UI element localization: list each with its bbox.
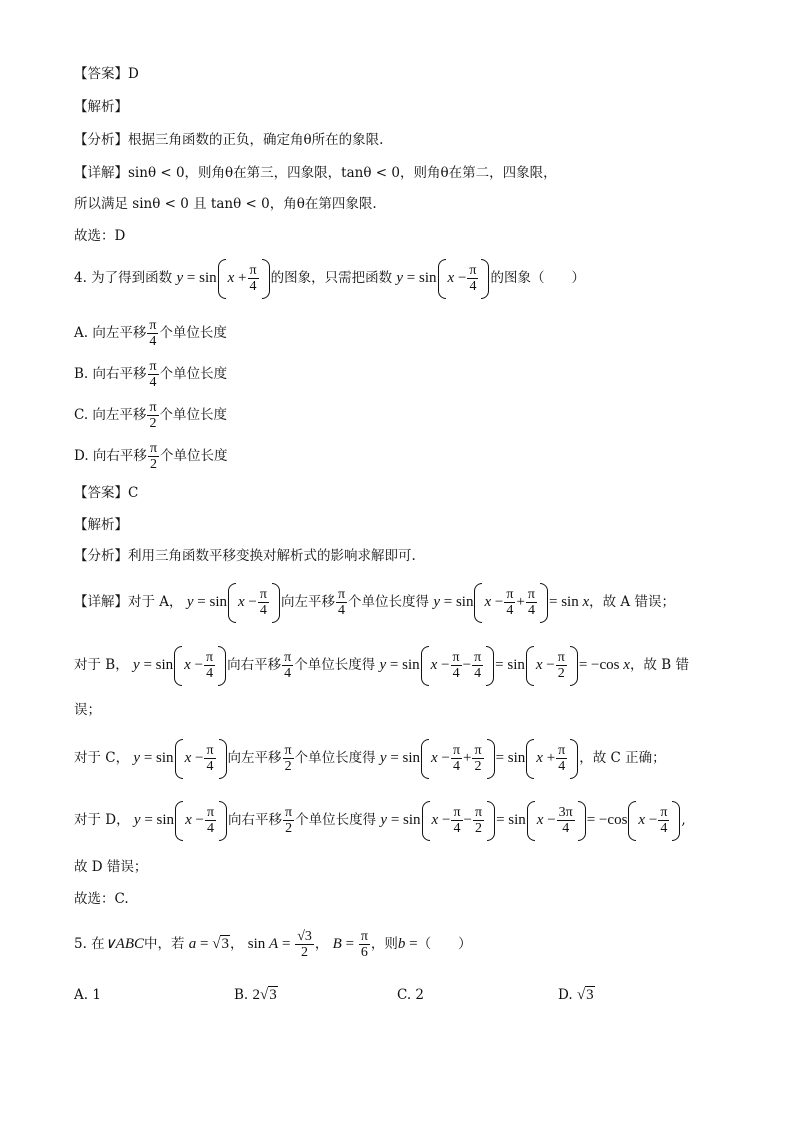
question-5-stem: 5. 在∨ABC中，若 a = √3， sin A = $\frac{√3}{2}$ ， B = $\frac{\pi}{6}$ ，则b =（ ） (74, 929, 472, 960)
q5-option-b: B. 2√3 (234, 987, 277, 1003)
detail-b: 对于 B， y = sin x − $\frac{\pi}{4}$ 向右平移 $\frac{\pi}{4}$ 个单位长度得 y = sin x − $\frac{\pi}{4}$ − $\frac{\pi}{4}$ = sin x − $\frac{\pi}{2}$ = −cos x，故 B 错 (74, 645, 689, 686)
answer-label: 【答案】 (74, 66, 128, 82)
detail-a: 【详解】对于 A， y = sin x − $\frac{\pi}{4}$ 向左平移 $\frac{\pi}{4}$ 个单位长度得 y = sin x − $\frac{\pi}{4}$ + $\frac{\pi}{4}$ = sin x，故 A 错误； (74, 582, 675, 623)
detail-d: 对于 D， y = sin x − $\frac{\pi}{4}$ 向右平移 $\frac{\pi}{2}$ 个单位长度得 y = sin x − $\frac{\pi}{4}$ − $\frac{\pi}{2}$ = sin x − $\frac{3\pi}{4}$ = −cos x − $\frac{\pi}{4}$ , (74, 800, 686, 841)
analysis-label-q4: 【解析】 (74, 517, 128, 533)
xiangjie-line-q3-b: 所以满足 sinθ < 0 且 tanθ < 0，角θ在第四象限. (74, 196, 377, 212)
q5-option-c: C. 2 (397, 987, 425, 1003)
q5-option-d: D. √3 (558, 987, 594, 1003)
choice-line-q4: 故选：C. (74, 891, 129, 907)
question-4-stem: 4. 为了得到函数 y = sin x + $\frac{\pi}{4}$ 的图象，只需把函数 y = sin x − $\frac{\pi}{4}$ 的图象（ ） (74, 258, 585, 299)
detail-d-cont: 故 D 错误； (74, 859, 148, 875)
answer-line-q3 (74, 64, 139, 84)
detail-b-cont: 误； (74, 702, 101, 718)
option-d: D. 向右平移 $\frac{\pi}{2}$ 个单位长度 (74, 441, 228, 472)
fenxi-line-q4: 【分析】利用三角函数平移变换对解析式的影响求解即可. (74, 548, 416, 564)
analysis-label-q3: 【解析】 (74, 99, 128, 115)
q5-option-a: A. 1 (74, 987, 101, 1003)
choice-line-q3: 故选：D (74, 228, 126, 244)
answer-line-q4: 【答案】C (74, 485, 139, 501)
answer-value: D (128, 66, 139, 82)
detail-c: 对于 C， y = sin x − $\frac{\pi}{4}$ 向左平移 $\frac{\pi}{2}$ 个单位长度得 y = sin x − $\frac{\pi}{4}$ + $\frac{\pi}{2}$ = sin x + $\frac{\pi}{4}$ ，故 C 正确； (74, 738, 666, 779)
xiangjie-line-q3: 【详解】sinθ < 0，则角θ在第三，四象限，tanθ < 0，则角θ在第二，四象限， (74, 165, 557, 181)
fenxi-line-q3: 【分析】根据三角函数的正负，确定角θ所在的象限. (74, 132, 384, 148)
option-b: B. 向右平移 $\frac{\pi}{4}$ 个单位长度 (74, 359, 228, 390)
option-a: A. 向左平移 $\frac{\pi}{4}$ 个单位长度 (74, 318, 227, 349)
option-c: C. 向左平移 $\frac{\pi}{2}$ 个单位长度 (74, 400, 228, 431)
